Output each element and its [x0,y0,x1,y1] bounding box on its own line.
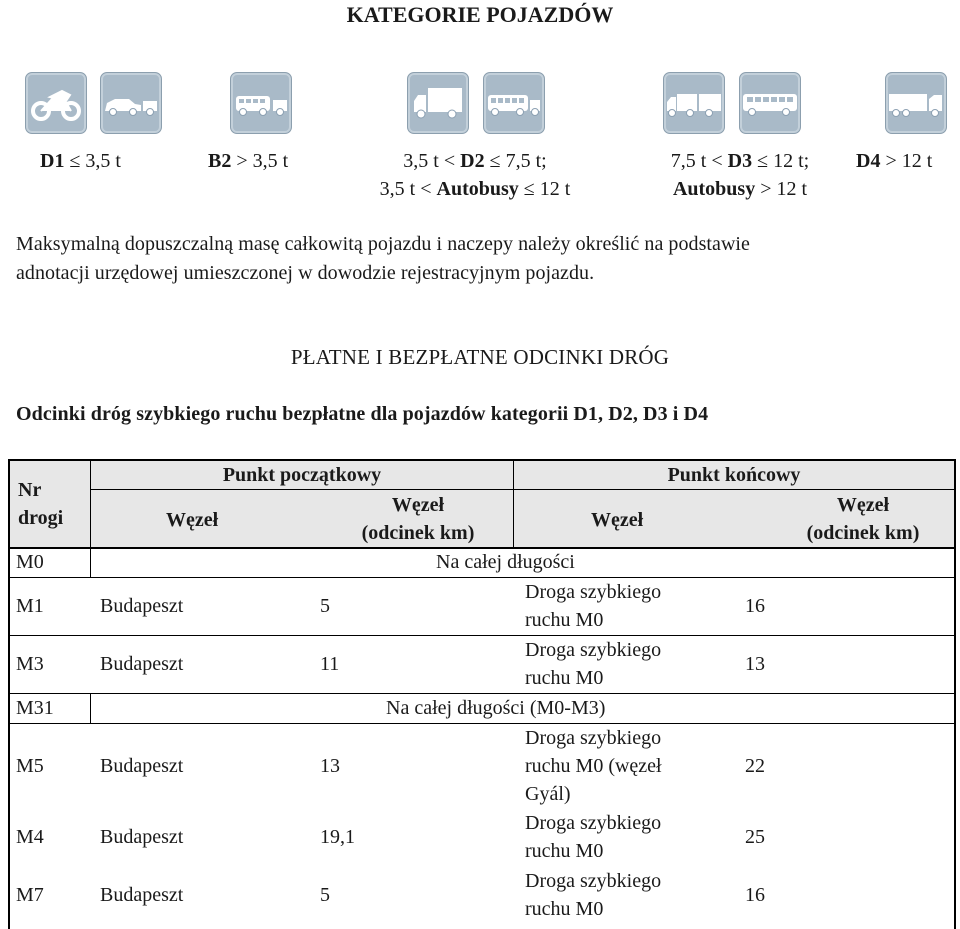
row-m4-number: M4 [16,826,44,848]
row-m3-start: Budapeszt [100,653,184,675]
row-m4-end: Droga szybkiego ruchu M0 [525,812,662,862]
row-m3-start-km: 11 [320,653,340,675]
bus-icon [483,72,545,134]
category-d3: 7,5 t < D3 ≤ 12 t; Autobusy > 12 t [670,150,810,200]
row-m4-start-km: 19,1 [320,826,355,848]
header-end-point: Punkt końcowy [667,464,801,486]
section-title: PŁATNE I BEZPŁATNE ODCINKI DRÓG [290,345,670,369]
page-title: KATEGORIE POJAZDÓW [346,2,614,27]
free-roads-table [8,459,956,929]
header-end-node-km: Węzeł (odcinek km) [806,494,920,544]
motorcycle-icon [25,72,87,134]
row-m5-number: M5 [16,755,44,777]
row-m1-start-km: 5 [320,595,330,617]
row-m7-start-km: 5 [320,884,330,906]
semi-truck-icon [885,72,947,134]
minibus-with-trailer-icon [230,72,292,134]
row-m1-end: Droga szybkiego ruchu M0 [525,581,662,631]
truck-icon [407,72,469,134]
coach-icon [739,72,801,134]
row-m7-number: M7 [16,884,44,906]
header-end-node: Węzeł [591,509,644,531]
header-start-point: Punkt początkowy [222,464,382,486]
row-m7-end: Droga szybkiego ruchu M0 [525,870,662,920]
row-m5-end-km: 22 [745,755,765,777]
row-m4-start: Budapeszt [100,826,184,848]
row-m0-number: M0 [16,551,44,573]
row-m5-start: Budapeszt [100,755,184,777]
row-m4-end-km: 25 [745,826,765,848]
truck-with-trailer-icon [663,72,725,134]
category-d4: D4 > 12 t [856,150,933,172]
car-with-trailer-icon [100,72,162,134]
header-start-node-km: Węzeł (odcinek km) [361,494,475,544]
row-m5-start-km: 13 [320,755,340,777]
row-m1-number: M1 [16,595,44,617]
row-m0-full-length: Na całej długości [436,551,575,573]
category-b2: B2 > 3,5 t [208,150,289,172]
category-d1: D1 ≤ 3,5 t [40,150,121,172]
row-m3-end-km: 13 [745,653,765,675]
category-d2: 3,5 t < D2 ≤ 7,5 t; 3,5 t < Autobusy ≤ 12 t [379,150,571,200]
section-subtitle: Odcinki dróg szybkiego ruchu bezpłatne dla pojazdów kategorii D1, D2, D3 i D4 [16,403,709,425]
row-m5-end: Droga szybkiego ruchu M0 (węzeł Gyál) [525,727,662,805]
row-m1-start: Budapeszt [100,595,184,617]
header-road-number: Nr drogi [18,479,64,529]
row-m3-number: M3 [16,653,44,675]
row-m1-end-km: 16 [745,595,765,617]
weight-note-paragraph: Maksymalną dopuszczalną masę całkowitą pojazdu i naczepy należy określić na podstawie adnotacji urzędowej umieszczonej w dowodzie rejestracyjnym pojazdu. [16,233,750,284]
row-m31-number: M31 [16,697,54,719]
header-start-node: Węzeł [166,509,219,531]
row-m7-end-km: 16 [745,884,765,906]
row-m7-start: Budapeszt [100,884,184,906]
row-m3-end: Droga szybkiego ruchu M0 [525,639,662,689]
row-m31-full-length: Na całej długości (M0-M3) [386,697,606,719]
